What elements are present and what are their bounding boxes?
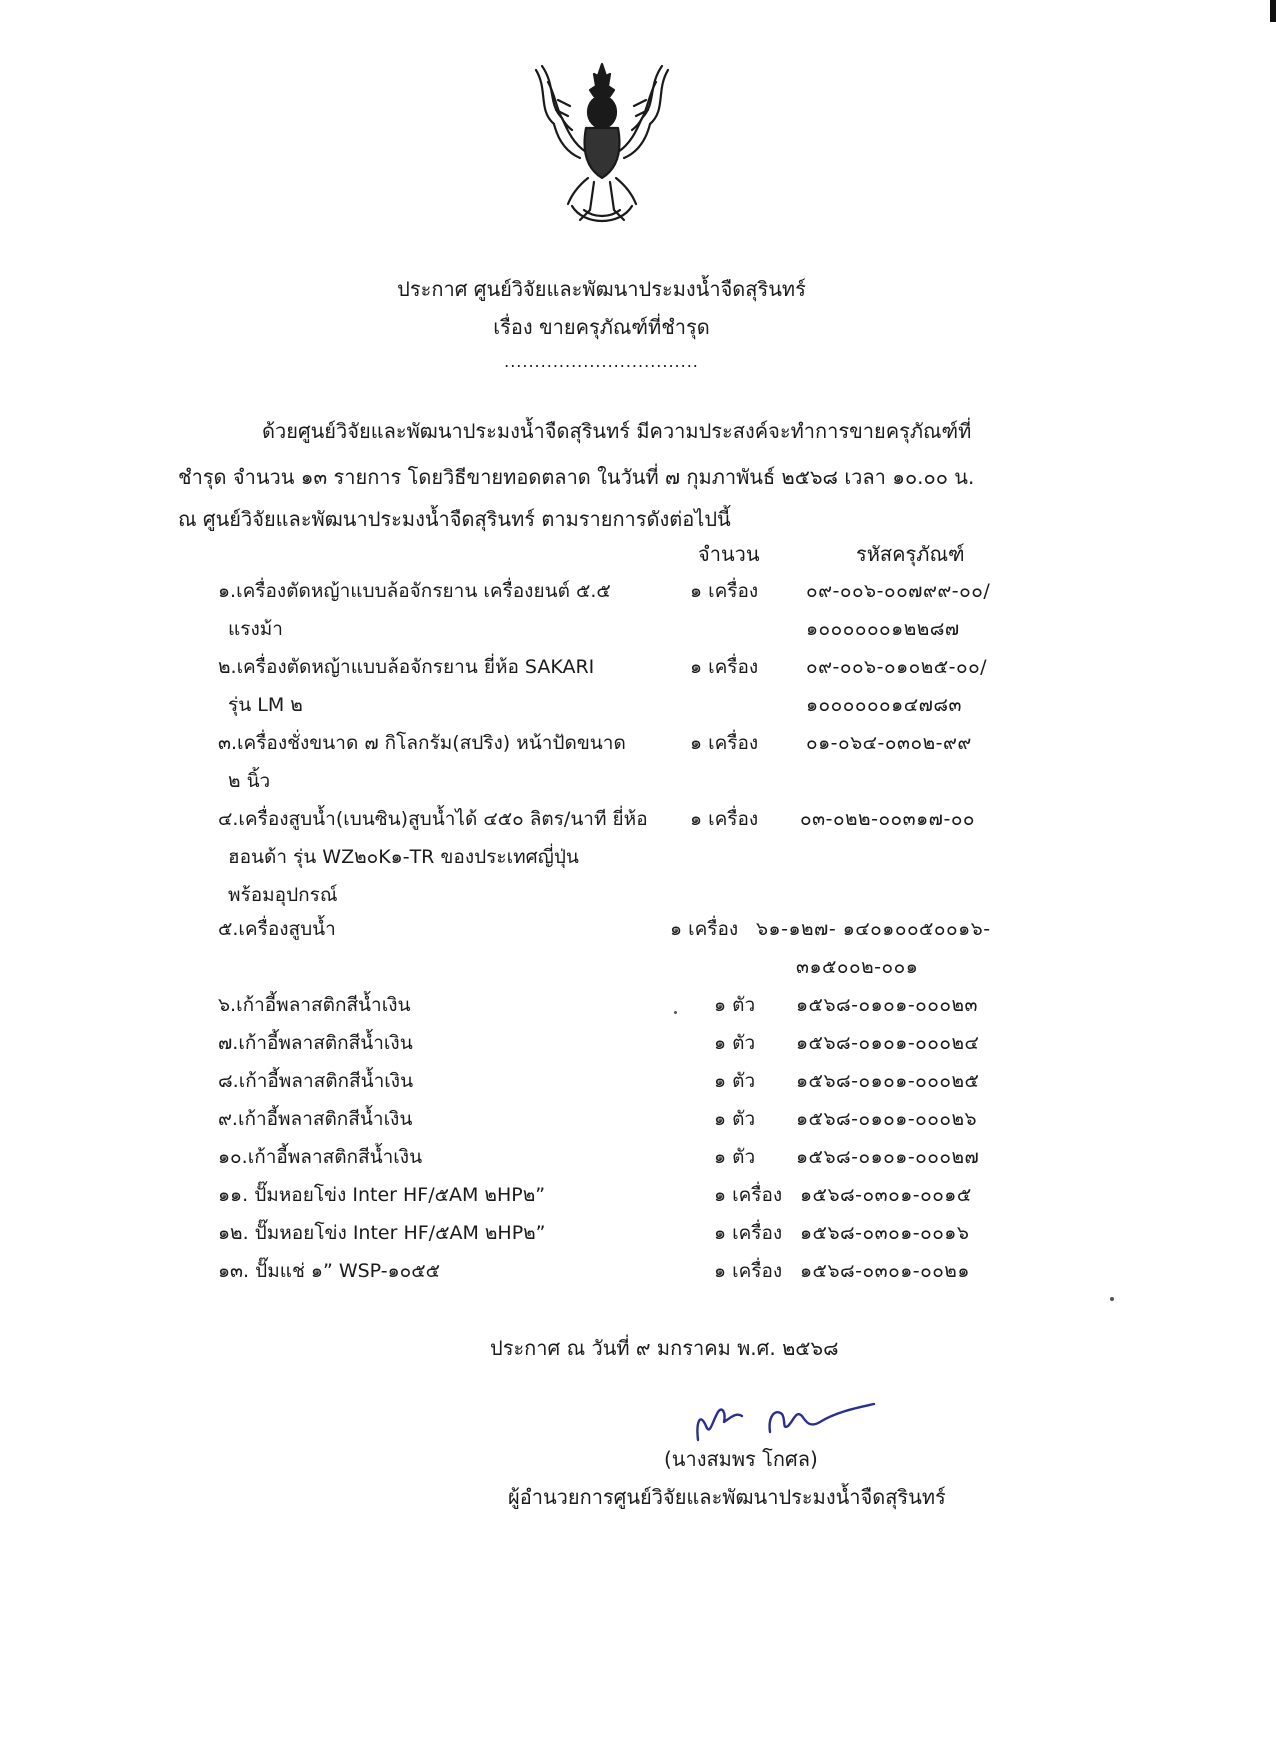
asset-item-text: รุ่น LM ๒ [228, 694, 303, 716]
asset-quantity: ๑ เครื่อง [714, 1184, 783, 1206]
garuda-emblem [528, 60, 676, 228]
asset-item-text: ๒ นิ้ว [228, 770, 271, 792]
asset-item-text: พร้อมอุปกรณ์ [228, 884, 338, 906]
asset-code: ๑๕๖๘-๐๑๐๑-๐๐๐๒๔ [796, 1032, 980, 1054]
announcement-date: ประกาศ ณ วันที่ ๙ มกราคม พ.ศ. ๒๕๖๘ [490, 1336, 839, 1360]
asset-code: ๑๕๖๘-๐๓๐๑-๐๐๒๑ [800, 1260, 970, 1282]
asset-code: ๑๕๖๘-๐๑๐๑-๐๐๐๒๕ [796, 1070, 980, 1092]
intro-line-3: ณ ศูนย์วิจัยและพัฒนาประมงน้ำจืดสุรินทร์ ตามรายการดังต่อไปนี้ [178, 507, 731, 531]
asset-code: ๑๐๐๐๐๐๐๑๔๗๘๓ [806, 694, 963, 716]
asset-item-text: ๑๓. ปั๊มแช่ ๑” WSP-๑๐๕๕ [218, 1260, 440, 1282]
asset-item-text: ๖.เก้าอี้พลาสติกสีน้ำเงิน [218, 994, 411, 1016]
asset-item-text: ๗.เก้าอี้พลาสติกสีน้ำเงิน [218, 1032, 413, 1054]
asset-quantity: ๑ ตัว [714, 1108, 756, 1130]
asset-item-text: ๕.เครื่องสูบน้ำ [218, 918, 336, 940]
asset-code: ๑๐๐๐๐๐๐๑๒๒๘๗ [806, 618, 960, 640]
asset-quantity: ๑ เครื่อง [690, 580, 759, 602]
asset-code: ๑๕๖๘-๐๓๐๑-๐๐๑๕ [800, 1184, 972, 1206]
asset-item-text: ๔.เครื่องสูบน้ำ(เบนซิน)สูบน้ำได้ ๔๕๐ ลิตร/นาที ยี่ห้อ [218, 808, 648, 830]
asset-code: ๐๑-๐๖๔-๐๓๐๒-๙๙ [806, 732, 972, 754]
asset-item-text: ๑๑. ปั๊มหอยโข่ง Inter HF/๕AM ๒HP๒” [218, 1184, 546, 1206]
intro-line-1: ด้วยศูนย์วิจัยและพัฒนาประมงน้ำจืดสุรินทร์ มีความประสงค์จะทำการขายครุภัณฑ์ที่ [262, 419, 972, 443]
signature [690, 1382, 880, 1448]
announcement-subject: เรื่อง ขายครุภัณฑ์ที่ชำรุด [493, 315, 710, 339]
asset-item-text: ๘.เก้าอี้พลาสติกสีน้ำเงิน [218, 1070, 414, 1092]
intro-line-2: ชำรุด จำนวน ๑๓ รายการ โดยวิธีขายทอดตลาด ในวันที่ ๗ กุมภาพันธ์ ๒๕๖๘ เวลา ๑๐.๐๐ น. [178, 465, 975, 489]
asset-quantity: ๑ เครื่อง [690, 808, 759, 830]
announcement-title: ประกาศ ศูนย์วิจัยและพัฒนาประมงน้ำจืดสุรินทร์ [397, 277, 806, 301]
asset-quantity: ๑ ตัว [714, 1032, 756, 1054]
asset-code: ๓๑๕๐๐๒-๐๐๑ [796, 956, 919, 978]
scan-speck [674, 1011, 677, 1014]
asset-code-header: รหัสครุภัณฑ์ [856, 542, 965, 566]
asset-item-text: แรงม้า [228, 618, 283, 640]
title-separator: ................................ [504, 352, 699, 371]
asset-quantity: ๑ ตัว [714, 994, 756, 1016]
asset-item-text: ๒.เครื่องตัดหญ้าแบบล้อจักรยาน ยี่ห้อ SAKARI [218, 656, 595, 678]
asset-code: ๐๓-๐๒๒-๐๐๓๑๗-๐๐ [800, 808, 976, 830]
asset-code: ๑๕๖๘-๐๑๐๑-๐๐๐๒๖ [796, 1108, 978, 1130]
quantity-header: จำนวน [698, 542, 760, 566]
scan-speck [1110, 1297, 1114, 1301]
asset-code: ๐๙-๐๐๖-๐๑๐๒๕-๐๐/ [806, 656, 988, 678]
asset-quantity: ๑ เครื่อง [714, 1260, 783, 1282]
signer-name: (นางสมพร โกศล) [664, 1447, 818, 1471]
asset-item-text: ๑.เครื่องตัดหญ้าแบบล้อจักรยาน เครื่องยนต์ ๕.๕ [218, 580, 611, 602]
asset-code: ๖๑-๑๒๗- ๑๔๐๑๐๐๕๐๐๑๖- [756, 918, 991, 940]
asset-quantity: ๑ ตัว [714, 1070, 756, 1092]
asset-item-text: ฮอนด้า รุ่น WZ๒๐K๑-TR ของประเทศญี่ปุ่น [228, 846, 579, 868]
asset-item-text: ๑๒. ปั๊มหอยโข่ง Inter HF/๕AM ๒HP๒” [218, 1222, 546, 1244]
asset-item-text: ๓.เครื่องชั่งขนาด ๗ กิโลกรัม(สปริง) หน้าปัดขนาด [218, 732, 626, 754]
signer-title: ผู้อำนวยการศูนย์วิจัยและพัฒนาประมงน้ำจืดสุรินทร์ [508, 1485, 946, 1509]
scan-edge-mark [1270, 0, 1276, 22]
asset-quantity: ๑ ตัว [714, 1146, 756, 1168]
asset-code: ๑๕๖๘-๐๓๐๑-๐๐๑๖ [800, 1222, 970, 1244]
asset-quantity: ๑ เครื่อง [690, 732, 759, 754]
asset-quantity: ๑ เครื่อง [690, 656, 759, 678]
asset-quantity: ๑ เครื่อง [670, 918, 739, 940]
asset-quantity: ๑ เครื่อง [714, 1222, 783, 1244]
asset-code: ๑๕๖๘-๐๑๐๑-๐๐๐๒๗ [796, 1146, 980, 1168]
asset-item-text: ๙.เก้าอี้พลาสติกสีน้ำเงิน [218, 1108, 413, 1130]
asset-item-text: ๑๐.เก้าอี้พลาสติกสีน้ำเงิน [218, 1146, 423, 1168]
asset-code: ๑๕๖๘-๐๑๐๑-๐๐๐๒๓ [796, 994, 978, 1016]
asset-code: ๐๙-๐๐๖-๐๐๗๙๙-๐๐/ [806, 580, 991, 602]
